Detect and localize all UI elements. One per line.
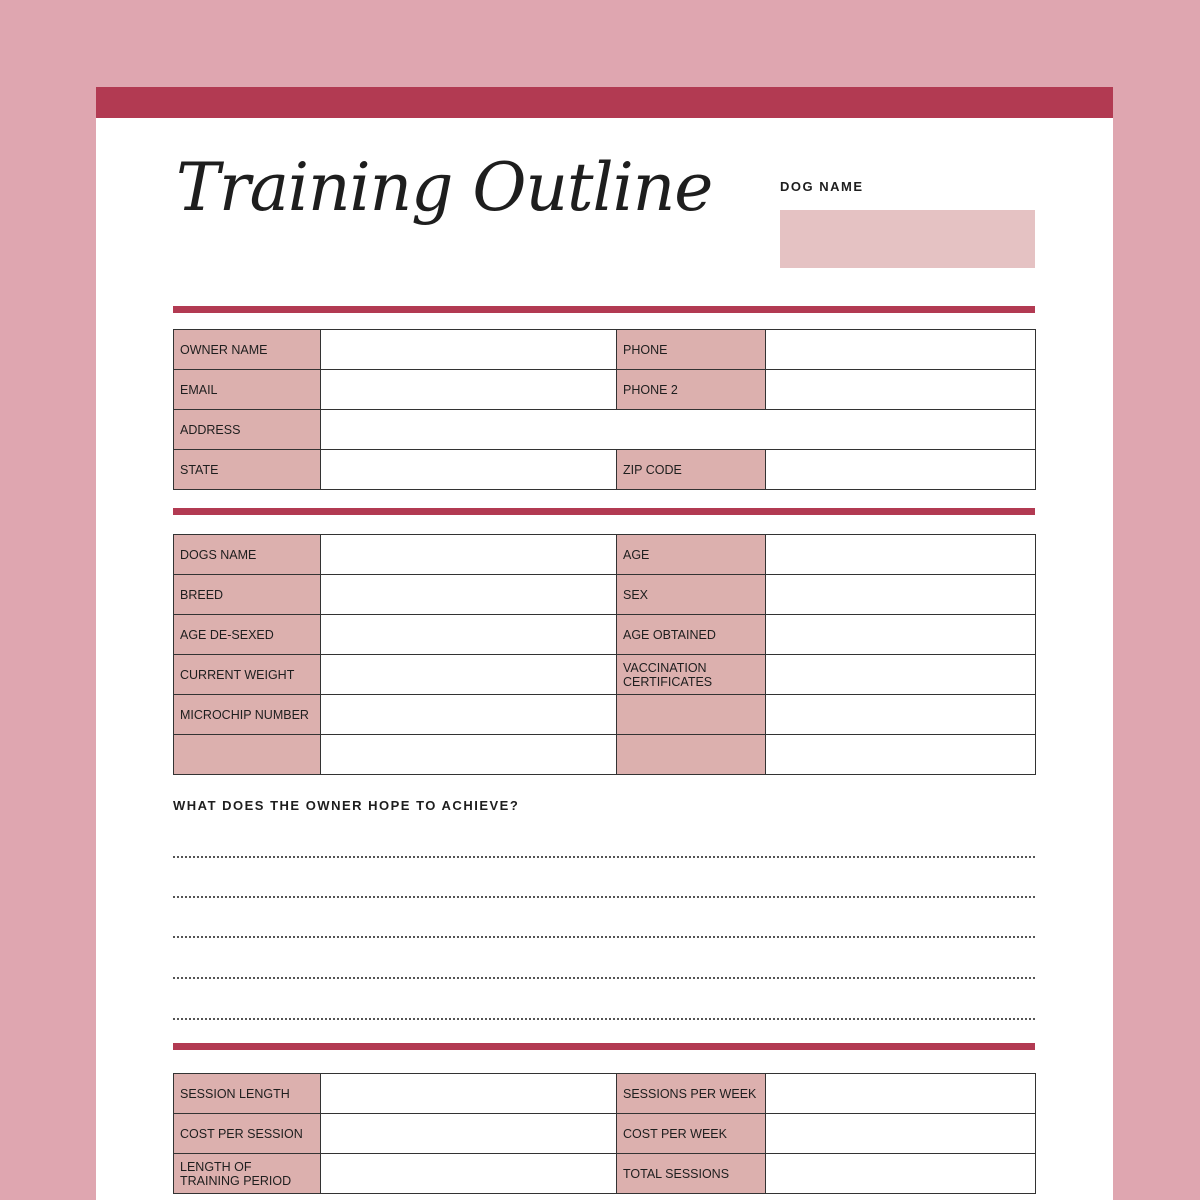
dogs-name-label: DOGS NAME	[174, 535, 321, 575]
table-row	[174, 735, 1036, 775]
email-label: EMAIL	[174, 370, 321, 410]
answer-line[interactable]	[173, 896, 1035, 898]
blank-label	[174, 735, 321, 775]
table-row	[174, 575, 1036, 615]
address-label: ADDRESS	[174, 410, 321, 450]
vaccination-certificates-label: VACCINATION CERTIFICATES	[617, 655, 766, 695]
answer-line[interactable]	[173, 977, 1035, 979]
owner-name-label: OWNER NAME	[174, 330, 321, 370]
phone-label: PHONE	[617, 330, 766, 370]
section-divider-owner	[173, 306, 1035, 313]
table-row	[174, 615, 1036, 655]
age-de-sexed-field[interactable]	[321, 615, 617, 655]
cost-per-week-label: COST PER WEEK	[617, 1114, 766, 1154]
age-label: AGE	[617, 535, 766, 575]
state-field[interactable]	[321, 450, 617, 490]
email-field[interactable]	[321, 370, 617, 410]
current-weight-label: CURRENT WEIGHT	[174, 655, 321, 695]
table-row	[174, 330, 1036, 370]
page-title: Training Outline	[176, 149, 713, 226]
sessions-per-week-label: SESSIONS PER WEEK	[617, 1074, 766, 1114]
table-row	[174, 1154, 1036, 1194]
dog-details-table	[173, 534, 1036, 775]
owner-name-field[interactable]	[321, 330, 617, 370]
dog-name-field[interactable]	[780, 210, 1035, 268]
owner-details-table	[173, 329, 1036, 490]
age-obtained-field[interactable]	[766, 615, 1036, 655]
sex-field[interactable]	[766, 575, 1036, 615]
total-sessions-label: TOTAL SESSIONS	[617, 1154, 766, 1194]
phone-2-label: PHONE 2	[617, 370, 766, 410]
table-row	[174, 370, 1036, 410]
answer-line[interactable]	[173, 936, 1035, 938]
dogs-name-field[interactable]	[321, 535, 617, 575]
section-divider-dog	[173, 508, 1035, 515]
session-length-label: SESSION LENGTH	[174, 1074, 321, 1114]
age-obtained-label: AGE OBTAINED	[617, 615, 766, 655]
table-row	[174, 1074, 1036, 1114]
vaccination-certificates-field[interactable]	[766, 655, 1036, 695]
cost-per-week-field[interactable]	[766, 1114, 1036, 1154]
dog-name-label: DOG NAME	[780, 179, 864, 194]
phone-2-field[interactable]	[766, 370, 1036, 410]
answer-line[interactable]	[173, 1018, 1035, 1020]
blank-label	[617, 735, 766, 775]
cost-per-session-field[interactable]	[321, 1114, 617, 1154]
session-details-table	[173, 1073, 1036, 1194]
length-of-training-period-field[interactable]	[321, 1154, 617, 1194]
length-of-training-period-label: LENGTH OF TRAINING PERIOD	[174, 1154, 321, 1194]
cost-per-session-label: COST PER SESSION	[174, 1114, 321, 1154]
phone-field[interactable]	[766, 330, 1036, 370]
zip-code-label: ZIP CODE	[617, 450, 766, 490]
state-label: STATE	[174, 450, 321, 490]
section-divider-session	[173, 1043, 1035, 1050]
age-field[interactable]	[766, 535, 1036, 575]
table-row	[174, 450, 1036, 490]
breed-label: BREED	[174, 575, 321, 615]
current-weight-field[interactable]	[321, 655, 617, 695]
total-sessions-field[interactable]	[766, 1154, 1036, 1194]
zip-code-field[interactable]	[766, 450, 1036, 490]
microchip-number-label: MICROCHIP NUMBER	[174, 695, 321, 735]
blank-field[interactable]	[766, 735, 1036, 775]
blank-field[interactable]	[321, 735, 617, 775]
owner-goals-question: WHAT DOES THE OWNER HOPE TO ACHIEVE?	[173, 798, 520, 813]
blank-field[interactable]	[766, 695, 1036, 735]
top-accent-band	[96, 87, 1113, 118]
table-row	[174, 655, 1036, 695]
breed-field[interactable]	[321, 575, 617, 615]
session-length-field[interactable]	[321, 1074, 617, 1114]
table-row	[174, 695, 1036, 735]
microchip-number-field[interactable]	[321, 695, 617, 735]
answer-line[interactable]	[173, 856, 1035, 858]
training-outline-sheet	[96, 87, 1113, 1200]
blank-label	[617, 695, 766, 735]
table-row	[174, 1114, 1036, 1154]
sex-label: SEX	[617, 575, 766, 615]
sessions-per-week-field[interactable]	[766, 1074, 1036, 1114]
table-row	[174, 410, 1036, 450]
address-field[interactable]	[321, 410, 1036, 450]
age-de-sexed-label: AGE DE-SEXED	[174, 615, 321, 655]
table-row	[174, 535, 1036, 575]
